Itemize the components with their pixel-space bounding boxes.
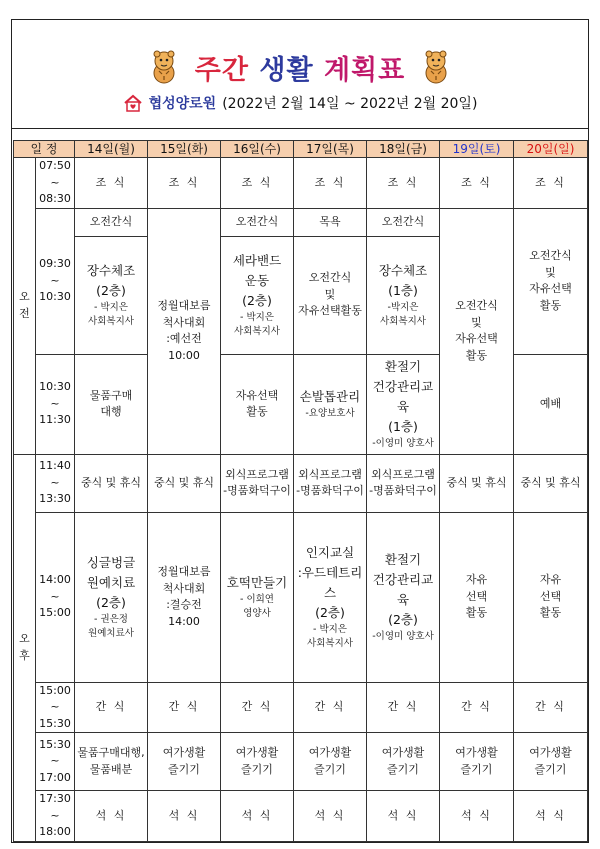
- title-word-3: 계획표: [323, 54, 406, 86]
- activity-cell: [294, 354, 367, 454]
- breakfast-cell: 조 식: [148, 158, 221, 209]
- activity-title: 세라밴드 운동 (2층): [232, 252, 282, 308]
- title-row: [11, 45, 589, 89]
- staff-label: -박지은 사회복지사: [380, 301, 426, 327]
- activity-cell: [440, 512, 514, 682]
- dinner-cell: 석 식: [367, 791, 440, 842]
- activity-text: 외식프로그램 -명품화덕구이: [369, 467, 437, 497]
- snack-cell: 간 식: [294, 682, 367, 733]
- activity-text: 오전간식 및 자유선택 활동: [455, 299, 498, 362]
- time-label: 11:40 ~ 13:30: [39, 459, 71, 506]
- time-cell: [36, 354, 75, 454]
- activity-cell: [294, 236, 367, 354]
- lunch-cell: [367, 454, 440, 512]
- time-label: 15:00 ~ 15:30: [39, 683, 71, 730]
- activity-cell: [367, 512, 440, 682]
- time-cell: [36, 791, 75, 842]
- table-row: [14, 791, 588, 842]
- table-row: [14, 512, 588, 682]
- day-header: 14일(월): [75, 141, 148, 158]
- leisure-cell: [440, 733, 514, 791]
- activity-cell: [221, 512, 294, 682]
- time-cell: [36, 158, 75, 209]
- lunch-cell: [294, 454, 367, 512]
- title-word-2: 생활: [259, 54, 314, 86]
- activity-cell: [75, 354, 148, 454]
- lunch-cell: 중식 및 휴식: [440, 454, 514, 512]
- breakfast-cell: 조 식: [440, 158, 514, 209]
- staff-label: -이영미 양호사: [372, 437, 434, 449]
- time-cell: [36, 454, 75, 512]
- snack-cell: 간 식: [440, 682, 514, 733]
- header-row: [14, 141, 588, 158]
- leisure-cell: [294, 733, 367, 791]
- lunch-cell: 중식 및 휴식: [148, 454, 221, 512]
- lunch-cell: 중식 및 휴식: [75, 454, 148, 512]
- activity-text: 자유 선택 활동: [539, 573, 562, 620]
- day-header: 18일(금): [367, 141, 440, 158]
- activity-cell: [440, 208, 514, 454]
- lunch-cell: 중식 및 휴식: [514, 454, 588, 512]
- time-cell: [36, 733, 75, 791]
- schedule-header: 일 정: [14, 141, 75, 158]
- table-row: [14, 208, 588, 236]
- activity-text: 여가생활 즐기기: [529, 746, 572, 776]
- leisure-cell: [75, 733, 148, 791]
- activity-cell: [367, 354, 440, 454]
- period: (2022년 2월 14일 ~ 2022년 2월 20일): [222, 96, 478, 112]
- staff-label: - 박지은 사회복지사: [307, 623, 353, 649]
- header: [11, 19, 589, 129]
- time-label: 09:30 ~ 10:30: [39, 257, 71, 304]
- snack-cell: 간 식: [75, 682, 148, 733]
- leisure-cell: [514, 733, 588, 791]
- activity-text: 여가생활 즐기기: [455, 746, 498, 776]
- breakfast-cell: 조 식: [221, 158, 294, 209]
- session-morning: [14, 158, 36, 455]
- breakfast-cell: 조 식: [514, 158, 588, 209]
- lunch-cell: [221, 454, 294, 512]
- activity-cell: 오전간식: [221, 208, 294, 236]
- leisure-cell: [148, 733, 221, 791]
- activity-cell: [75, 236, 148, 354]
- activity-text: 오전간식 및 자유선택활동: [298, 271, 362, 318]
- activity-text: 물품구매 대행: [89, 388, 133, 418]
- activity-cell: 목욕: [294, 208, 367, 236]
- activity-title: 손발톱관리: [299, 388, 361, 404]
- leisure-cell: [367, 733, 440, 791]
- staff-label: - 이희연 영양사: [240, 593, 274, 619]
- dinner-cell: 석 식: [148, 791, 221, 842]
- activity-title: 싱글벙글 원예치료 (2층): [86, 554, 136, 610]
- snack-cell: 간 식: [514, 682, 588, 733]
- snack-cell: 간 식: [221, 682, 294, 733]
- activity-text: 외식프로그램 -명품화덕구이: [296, 467, 364, 497]
- activity-title: 인지교실 :우드테트리스 (2층): [297, 544, 363, 620]
- schedule-table: [13, 140, 588, 842]
- activity-text: 여가생활 즐기기: [308, 746, 352, 776]
- activity-cell: [221, 236, 294, 354]
- activity-title: 호떡만들기: [226, 574, 288, 590]
- time-label: 07:50 ~ 08:30: [39, 159, 71, 205]
- activity-cell: [514, 208, 588, 354]
- dinner-cell: 석 식: [514, 791, 588, 842]
- dinner-cell: 석 식: [440, 791, 514, 842]
- session-label: 오 후: [19, 632, 30, 662]
- dinner-cell: 석 식: [75, 791, 148, 842]
- title-word-1: 주간: [194, 54, 249, 86]
- staff-label: - 박지은 사회복지사: [234, 311, 280, 337]
- time-label: 14:00 ~ 15:00: [39, 573, 71, 620]
- tiger-icon: [419, 49, 453, 85]
- activity-text: 외식프로그램 -명품화덕구이: [223, 467, 291, 497]
- time-cell: [36, 208, 75, 354]
- staff-label: -요양보호사: [305, 407, 355, 419]
- table-row: [14, 682, 588, 733]
- activity-text: 오전간식 및 자유선택 활동: [529, 249, 572, 312]
- activity-cell: [148, 208, 221, 454]
- activity-text: 여가생활 즐기기: [235, 746, 279, 776]
- leisure-cell: [221, 733, 294, 791]
- breakfast-cell: 조 식: [75, 158, 148, 209]
- activity-text: 여가생활 즐기기: [162, 746, 206, 776]
- day-header: 17일(목): [294, 141, 367, 158]
- activity-title: 환절기 건강관리교육 (2층): [372, 551, 434, 627]
- staff-label: -이영미 양호사: [372, 630, 434, 642]
- staff-label: - 권은정 원예치료사: [88, 613, 134, 639]
- time-cell: [36, 512, 75, 682]
- snack-cell: 간 식: [148, 682, 221, 733]
- time-label: 15:30 ~ 17:00: [39, 737, 71, 784]
- snack-cell: 간 식: [367, 682, 440, 733]
- activity-text: 정월대보름 척사대회 :예선전 10:00: [157, 299, 211, 362]
- activity-cell: [221, 354, 294, 454]
- time-label: 17:30 ~ 18:00: [39, 792, 71, 838]
- breakfast-cell: 조 식: [367, 158, 440, 209]
- activity-cell: 오전간식: [367, 208, 440, 236]
- activity-cell: [294, 512, 367, 682]
- staff-label: - 박지은 사회복지사: [88, 301, 134, 327]
- activity-title: 장수체조 (2층): [86, 262, 136, 298]
- org-name: 협성양로원: [148, 96, 217, 112]
- activity-cell: 예배: [514, 354, 588, 454]
- activity-cell: [367, 236, 440, 354]
- activity-cell: [514, 512, 588, 682]
- activity-text: 물품구매대행, 물품배분: [77, 746, 145, 776]
- session-afternoon: [14, 454, 36, 841]
- dinner-cell: 석 식: [294, 791, 367, 842]
- table-row: [14, 158, 588, 209]
- activity-cell: 오전간식: [75, 208, 148, 236]
- page-title: [195, 48, 405, 87]
- activity-title: 장수체조 (1층): [378, 262, 428, 298]
- table-row: [14, 733, 588, 791]
- table-row: [14, 454, 588, 512]
- activity-cell: [148, 512, 221, 682]
- time-label: 10:30 ~ 11:30: [39, 380, 71, 427]
- activity-text: 정월대보름 척사대회 :결승전 14:00: [157, 565, 211, 628]
- dinner-cell: 석 식: [221, 791, 294, 842]
- house-heart-icon: [123, 94, 143, 112]
- activity-text: 자유선택 활동: [235, 388, 279, 418]
- time-cell: [36, 682, 75, 733]
- day-header-sunday: 20일(일): [514, 141, 588, 158]
- activity-title: 환절기 건강관리교육 (1층): [372, 358, 434, 434]
- activity-text: 자유 선택 활동: [465, 573, 488, 620]
- day-header: 15일(화): [148, 141, 221, 158]
- activity-text: 여가생활 즐기기: [381, 746, 425, 776]
- subtitle-row: [11, 91, 589, 115]
- activity-cell: [75, 512, 148, 682]
- breakfast-cell: 조 식: [294, 158, 367, 209]
- session-label: 오 전: [19, 290, 30, 320]
- tiger-icon: [147, 49, 181, 85]
- day-header-saturday: 19일(토): [440, 141, 514, 158]
- day-header: 16일(수): [221, 141, 294, 158]
